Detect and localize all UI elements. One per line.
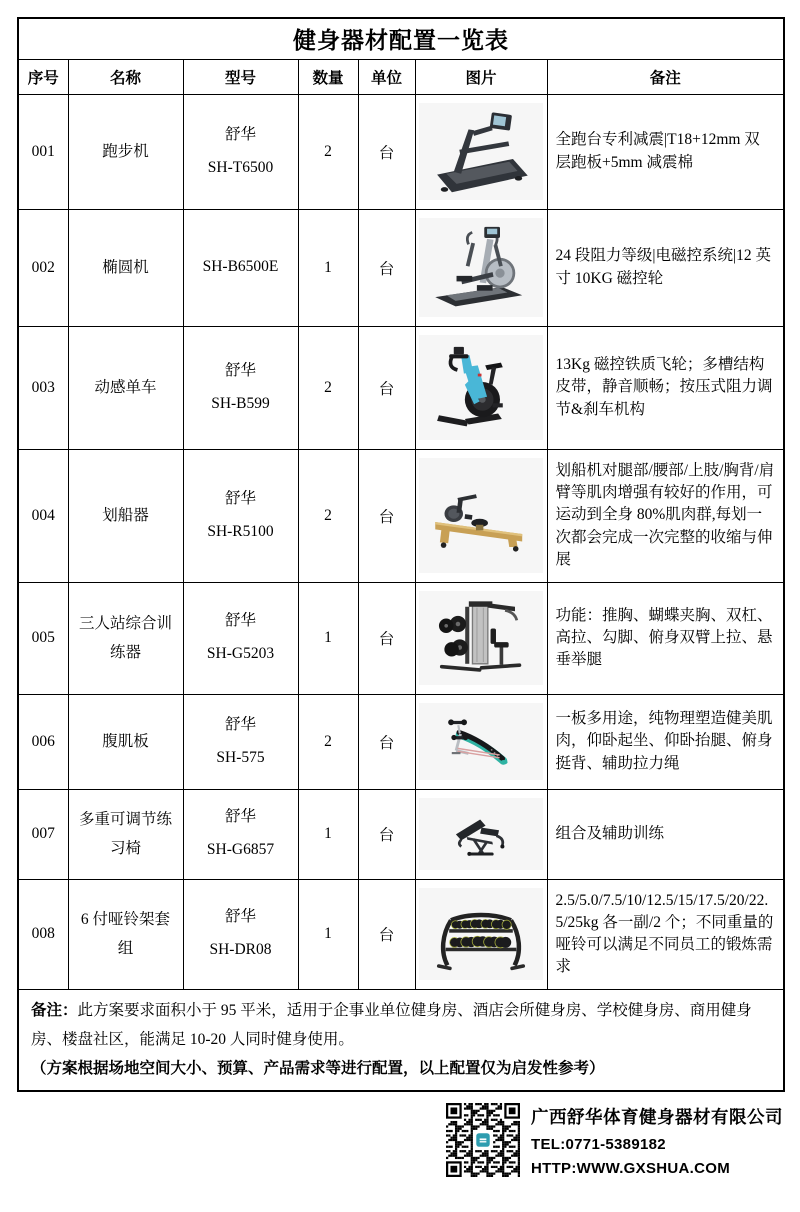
header-row [18,59,784,94]
image-cell [415,209,547,326]
seq-cell: 006 [18,694,68,789]
product-photo [419,335,543,440]
product-photo [419,798,543,870]
seq-cell: 001 [18,94,68,209]
table-row [18,94,784,209]
remark-cell: 功能：推胸、蝴蝶夹胸、双杠、高拉、勾脚、俯身双臂上拉、悬垂举腿 [547,582,784,694]
seq-cell: 004 [18,449,68,582]
page-title: 健身器材配置一览表 [18,18,784,59]
seq-cell: 002 [18,209,68,326]
model-line: 舒华 [224,715,256,733]
remark-cell: 13Kg 磁控铁质飞轮；多槽结构皮带，静音顺畅；按压式阻力调节&刹车机构 [547,326,784,449]
model-cell [183,694,298,789]
name-cell: 三人站综合训练器 [68,582,183,694]
notes-text: 此方案要求面积小于 95 平米，适用于企事业单位健身房、酒店会所健身房、学校健身房、商用健身房、楼盘社区，能满足 10-20 人同时健身使用。 [31,1001,752,1048]
col-header-image: 图片 [415,59,547,94]
product-photo [419,458,543,573]
product-photo [419,218,543,317]
col-header-unit: 单位 [358,59,415,94]
remark-cell: 全跑台专利减震|T18+12mm 双层跑板+5mm 减震棉 [547,94,784,209]
name-cell: 划船器 [68,449,183,582]
image-cell [415,94,547,209]
dumbbell-rack-image [428,892,534,976]
col-header-name: 名称 [68,59,183,94]
model-line: SH-G5203 [206,645,275,662]
col-header-remark: 备注 [547,59,784,94]
model-line: SH-575 [216,748,265,766]
multi-gym-image [427,595,536,681]
unit-cell: 台 [358,209,415,326]
image-cell [415,582,547,694]
model-cell [183,582,298,694]
qty-cell: 1 [298,789,358,879]
name-cell: 椭圆机 [68,209,183,326]
table-row [18,209,784,326]
model-cell [183,326,298,449]
qr-code [446,1103,520,1177]
qty-cell: 2 [298,326,358,449]
unit-cell: 台 [358,582,415,694]
notes-cell [18,989,784,1091]
footer [17,1103,783,1177]
name-cell: 6 付哑铃架套组 [68,879,183,989]
unit-cell: 台 [358,326,415,449]
company-contact [531,1103,783,1177]
rowing-machine-image [426,472,537,560]
seq-cell: 008 [18,879,68,989]
name-cell: 动感单车 [68,326,183,449]
qty-cell: 1 [298,209,358,326]
notes-disclaimer: （方案根据场地空间大小、预算、产品需求等进行配置，以上配置仅为启发性参考） [31,1060,605,1078]
unit-cell: 台 [358,789,415,879]
equipment-rows [18,94,784,989]
col-header-seq: 序号 [18,59,68,94]
model-line: 舒华 [224,808,256,826]
seq-cell: 005 [18,582,68,694]
website-url: HTTP:WWW.GXSHUA.COM [531,1159,731,1177]
seq-cell: 007 [18,789,68,879]
model-line: 舒华 [224,489,256,507]
phone-number: TEL:0771-5389182 [531,1135,666,1153]
remark-cell: 组合及辅助训练 [547,789,784,879]
model-line: SH-DR08 [209,941,272,958]
col-header-model: 型号 [183,59,298,94]
table-row [18,694,784,789]
image-cell [415,326,547,449]
notes-label: 备注： [31,1001,78,1019]
table-row [18,449,784,582]
col-header-qty: 数量 [298,59,358,94]
unit-cell: 台 [358,879,415,989]
table-row [18,879,784,989]
image-cell [415,449,547,582]
name-cell: 多重可调节练习椅 [68,789,183,879]
image-cell [415,879,547,989]
model-line: 舒华 [224,125,256,143]
model-line: SH-B599 [211,394,270,412]
model-cell [183,879,298,989]
model-line: SH-T6500 [207,158,274,176]
notes-paragraph [31,996,771,1055]
product-photo [419,103,543,200]
name-cell: 跑步机 [68,94,183,209]
elliptical-image [426,224,537,312]
product-photo [419,703,543,780]
title-row [18,18,784,59]
qty-cell: 1 [298,582,358,694]
company-name: 广西舒华体育健身器材有限公司 [531,1106,783,1127]
product-photo [419,888,543,980]
image-cell [415,789,547,879]
model-cell [183,449,298,582]
product-photo [419,591,543,685]
table-row [18,582,784,694]
document-sheet [17,17,783,1092]
model-cell [183,789,298,879]
spin-bike-image [426,344,537,432]
image-cell [415,694,547,789]
model-cell [183,94,298,209]
qr-code-icon [446,1103,520,1177]
model-line: SH-R5100 [207,522,274,540]
qty-cell: 2 [298,694,358,789]
unit-cell: 台 [358,694,415,789]
remark-cell: 24 段阻力等级|电磁控系统|12 英寸 10KG 磁控轮 [547,209,784,326]
model-line: 舒华 [224,612,256,630]
remark-cell: 划船机对腿部/腰部/上肢/胸背/肩臂等肌肉增强有较好的作用，可运动到全身 80%肌肉群,每划一次都会完成一次完整的收缩与伸展 [547,449,784,582]
unit-cell: 台 [358,449,415,582]
table-head [18,18,784,94]
model-line: 舒华 [224,361,256,379]
table-row [18,326,784,449]
adjustable-bench-image [441,802,522,866]
qty-cell: 1 [298,879,358,989]
equipment-table [17,17,785,1092]
seq-cell: 003 [18,326,68,449]
treadmill-image [426,108,537,196]
notes-row [18,989,784,1091]
table-row [18,789,784,879]
notes-section [18,989,784,1091]
unit-cell: 台 [358,94,415,209]
remark-cell: 2.5/5.0/7.5/10/12.5/15/17.5/20/22.5/25kg 各一副/2 个；不同重量的哑铃可以满足不同员工的锻炼需求 [547,879,784,989]
model-cell [183,209,298,326]
qty-cell: 2 [298,94,358,209]
qty-cell: 2 [298,449,358,582]
situp-bench-image [438,707,525,776]
name-cell: 腹肌板 [68,694,183,789]
model-line: SH-B6500E [202,258,279,276]
model-line: 舒华 [224,908,256,926]
remark-cell: 一板多用途，纯物理塑造健美肌肉，仰卧起坐、仰卧抬腿、俯身挺背、辅助拉力绳 [547,694,784,789]
model-line: SH-G6857 [206,841,275,858]
